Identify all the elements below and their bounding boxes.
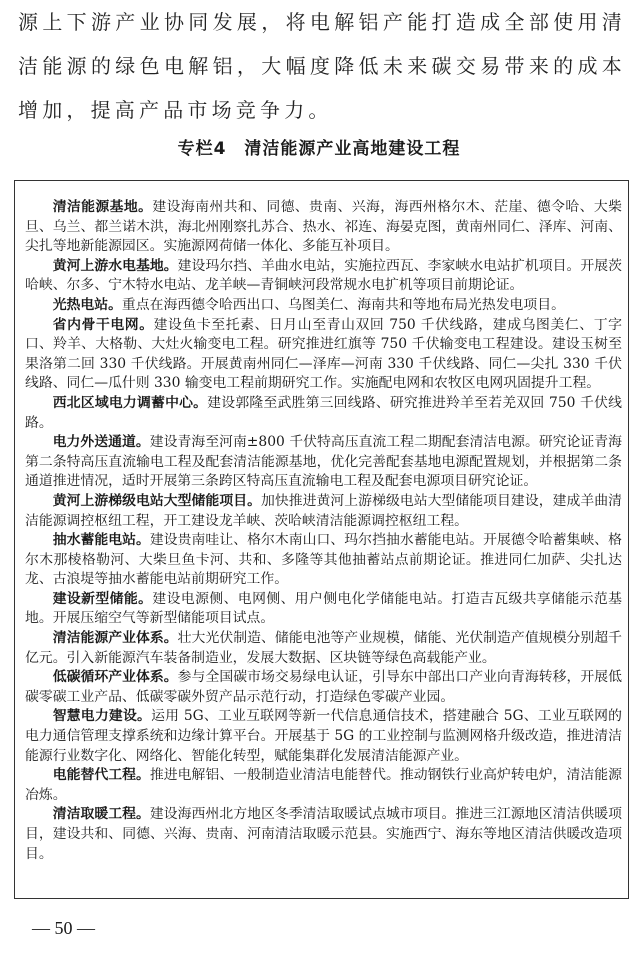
- project-item-body: 壮大光伏制造、储能电池等产业规模，储能、光伏制造产值规模分别超千亿元。引入新能源汽车装备制造业，发展大数据、区块链等绿色高载能产业。: [25, 630, 622, 666]
- project-item: [25, 433, 622, 492]
- project-item: [25, 707, 622, 766]
- project-item-heading: 省内骨干电网。: [52, 316, 154, 333]
- project-item-heading: 智慧电力建设。: [52, 708, 152, 725]
- project-item-body: 建设玛尔挡、羊曲水电站，实施拉西瓦、李家峡水电站扩机项目。开展茨哈峡、尔多、宁木特水电站、龙羊峡—青铜峡河段常规水电扩机等项目前期论证。: [25, 257, 622, 294]
- project-item: [25, 198, 622, 257]
- project-item-body: 加快推进黄河上游梯级电站大型储能项目建设，建成羊曲清洁能源调控枢纽工程，开工建设龙羊峡、茨哈峡清洁能源调控枢纽工程。: [25, 492, 622, 529]
- project-item-body: 建设海西州北方地区冬季清洁取暖试点城市项目。推进三江源地区清洁供暖项目，建设共和、同德、兴海、贵南、河南清洁取暖示范县。实施西宁、海东等地区清洁供暖改造项目。: [25, 806, 622, 862]
- project-item-heading: 低碳循环产业体系。: [52, 669, 178, 686]
- project-item-body: 运用 5G、工业互联网等新一代信息通信技术，搭建融合 5G、工业互联网的电力通信管理支撑系统和边缘计算平台。开展基于 5G 的工业控制与监测网格升级改造，推进清洁能源行业数字化、网络化、智能化转型，赋能集群化发展清洁能源产业。: [25, 708, 622, 764]
- project-item-body: 重点在海西德令哈西出口、乌图美仁、海南共和等地布局光热发电项目。: [121, 296, 565, 313]
- project-item: [25, 492, 622, 531]
- project-item-heading: 西北区域电力调蓄中心。: [52, 394, 208, 411]
- project-item-body: 建设海南州共和、同德、贵南、兴海，海西州格尔木、茫崖、德令哈、大柴旦、乌兰、都兰诺木洪，海北州刚察扎苏合、热水、祁连、海晏克图，黄南州同仁、泽库、河南、尖扎等地新能源园区。实施源网荷储一体化、多能互补项目。: [25, 199, 622, 255]
- page-number: — 50 —: [32, 918, 95, 938]
- project-item: [25, 590, 622, 629]
- box-title: 专栏4 清洁能源产业高地建设工程: [177, 139, 461, 159]
- project-item-body: 参与全国碳市场交易绿电认证，引导东中部出口产业向青海转移，开展低碳零碳工业产品、低碳零碳外贸产品示范行动，打造绿色零碳产业园。: [25, 669, 622, 705]
- project-item: [25, 316, 622, 394]
- project-item: [25, 766, 622, 805]
- project-item: [25, 296, 622, 316]
- project-item-heading: 清洁能源产业体系。: [52, 630, 178, 647]
- project-item-heading: 清洁能源基地。: [52, 199, 153, 215]
- project-item-body: 推进电解铝、一般制造业清洁电能替代。推动钢铁行业高炉转电炉，清洁能源冶炼。: [25, 767, 622, 803]
- project-item: [25, 805, 622, 864]
- project-item: [25, 668, 622, 707]
- project-item-heading: 清洁取暖工程。: [52, 806, 150, 823]
- project-item-heading: 黄河上游水电基地。: [52, 257, 178, 274]
- project-item-body: 建设鱼卡至托素、日月山至青山双回 750 千伏线路，建成乌图美仁、丁字口、羚羊、大格勒、大灶火输变电工程。研究推进红旗等 750 千伏输变电工程建设。建设玉树至果洛第二回 330 千伏线路。开展黄南州同仁—泽库—河南 330 千伏线路、同仁—尖扎 330 千伏线路、同仁—瓜什则 330 输变电工程前期研究工作。实施配电网和农牧区电网巩固提升工程。: [25, 316, 622, 392]
- project-item-heading: 建设新型储能。: [52, 590, 153, 607]
- project-item-body: 建设郭隆至武胜第三回线路、研究推进羚羊至若羌双回 750 千伏线路。: [25, 394, 622, 431]
- project-item-body: 建设电源侧、电网侧、用户侧电化学储能电站。打造吉瓦级共享储能示范基地。开展压缩空气等新型储能项目试点。: [25, 590, 622, 627]
- project-item-heading: 电能替代工程。: [52, 767, 150, 784]
- project-item: [25, 629, 622, 668]
- project-item-heading: 电力外送通道。: [52, 434, 150, 451]
- project-item: [25, 531, 622, 590]
- project-item-heading: 抽水蓄能电站。: [52, 532, 150, 549]
- feature-box-content: [25, 198, 622, 864]
- feature-box: [14, 180, 629, 899]
- project-item-body: 建设贵南哇让、格尔木南山口、玛尔挡抽水蓄能电站。开展德令哈蓄集峡、格尔木那棱格勒河、大柴旦鱼卡河、共和、多隆等其他抽蓄站点前期论证。推进同仁加萨、尖扎达龙、古浪堤等抽水蓄能电站前期研究工作。: [25, 532, 622, 588]
- project-item-heading: 黄河上游梯级电站大型储能项目。: [52, 492, 261, 509]
- intro-paragraph: 源上下游产业协同发展，将电解铝产能打造成全部使用清洁能源的绿色电解铝，大幅度降低未来碳交易带来的成本增加，提高产品市场竞争力。: [18, 10, 626, 122]
- project-item: [25, 394, 622, 433]
- project-item: [25, 257, 622, 296]
- project-item-body: 建设青海至河南±800 千伏特高压直流工程二期配套清洁电源。研究论证青海第二条特高压直流输电工程及配套清洁能源基地，优化完善配套基地电源配置规划，并根据第二条通道推进情况，适时开展第三条跨区特高压直流输电工程及配套电源项目研究论证。: [25, 434, 622, 490]
- project-item-heading: 光热电站。: [52, 296, 122, 313]
